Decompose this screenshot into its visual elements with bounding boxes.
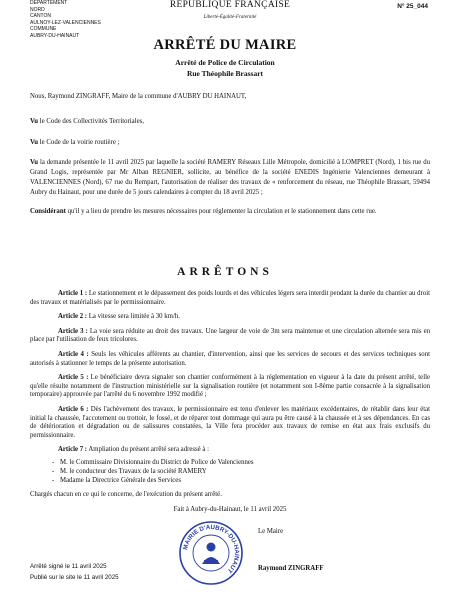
marianne-icon [202,543,220,565]
preamble [30,92,430,222]
arretons-heading: ARRÊTONS [177,266,273,278]
considerant-text: qu'il y a lieu de prendre les mesures nécessaires pour réglementer la circulation et le stationnement dans cette rue. [65,207,377,215]
vu-demande [30,158,430,197]
le-maire-label: Le Maire [258,528,284,535]
subtitle-street: Rue Théophile Brassart [186,69,264,78]
article-label: Article 7 : [58,446,88,454]
article-1 [30,290,430,307]
list-item: - M. le Commissaire Divisionnaire du District de Police de Valenciennes [30,458,430,467]
header-line: CANTON [30,13,52,20]
subtitle-police: Arrêté de Police de Circulation [175,58,275,67]
signed-date: Arrêté signé le 11 avril 2025 [30,563,107,570]
article-text: Dès l'achèvement des travaux, le permissionnaire est tenu d'enlever les matériaux excédentaires, de rétablir dans leur état initial la chaussée, l'accotement ou trottoir, le fossé, et de réparer tout dommage qui aura pu être causé à la chaussée et à ses dépendances. En cas de détérioration et dégradation ou de salissures constatées, la Ville fera procéder aux travaux de remise en état aux frais exclusifs du permissionnaire. [30,405,430,439]
page-title: ARRÊTÉ DU MAIRE [153,37,297,53]
article-5 [30,374,430,400]
article-3 [30,328,430,345]
article-label: Article 2 : [58,313,88,321]
mairie-seal [178,520,244,586]
list-item: - M. le conducteur des Travaux de la société RAMERY [30,467,430,476]
articles [30,290,430,520]
header-line: COMMUNE [30,26,57,33]
republic-block [140,0,320,20]
article-text: Ampliation du présent arrêté sera adressé à : [87,446,209,454]
considerant-label: Considérant [30,207,66,215]
vu-code-collectivites [30,117,430,127]
vu-label: Vu [30,138,39,146]
considerant [30,207,430,217]
article-label: Article 5 : [58,374,89,382]
article-text: Le stationnement et le dépassement des poids lourds et des véhicules légers sera interdit pendant la durée du chantier au droit des travaux et matérialisés par le permissionnaire. [30,290,430,306]
article-6 [30,406,430,440]
vu-text: le Code des Collectivités Territoriales, [38,117,144,125]
header-line: DÉPARTEMENT [30,0,68,6]
signer-name: Raymond ZINGRAFF [258,565,324,572]
department-block [30,0,101,40]
vu-label: Vu [30,117,39,125]
charges-text: Chargés chacun en ce qui le concerne, de l'exécution du présent arrêté. [30,490,222,498]
article-text: La vitesse sera limitée à 30 km/h. [87,313,180,321]
article-text: La voie sera réduite au droit des travaux. Une largeur de voie de 3m sera maintenue et une circulation alternée sera mis en place par l'utilisation de feux tricolores. [30,327,430,344]
article-text: Seuls les véhicules afférents au chantier, d'intervention, ainsi que les services de secours et des services techniques sont autorisés à stationner le temps de la présente autorisation. [30,350,430,367]
article-label: Article 1 : [58,290,88,297]
published-date: Publié sur le site le 11 avril 2025 [30,573,119,581]
vu-label: Vu [30,159,39,167]
article-label: Article 3 : [58,327,88,335]
seal-text: MAIRIE D'AUBRY-DU-HAINAUT [182,523,241,575]
vu-code-voirie [30,138,430,148]
document-number: N° 25_044 [397,3,428,10]
header-line: AULNOY-LEZ-VALENCIENNES [30,19,101,26]
recipient-list [30,458,430,485]
vu-text: le Code de la voirie routière ; [38,138,120,146]
intro: Nous, Raymond ZINGRAFF, Maire de la commune d'AUBRY DU HAINAUT, [30,93,247,100]
article-2 [30,313,430,322]
article-label: Article 4 : [58,350,89,358]
article-text: Le bénéficiaire devra signaler son chantier conformément à la réglementation en vigueur à la date du présent arrêté, telle qu'elle résulte notamment de l'instruction ministérielle sur la signalisation routière (et notamment son I-8ème partie consacrée à la signalisation temporaire) approuvée par l'arrêté du 6 novembre 1992 modifié ; [30,374,430,399]
footer [30,562,119,583]
article-4 [30,351,430,368]
fait-date: Fait à Aubry-du-Hainaut, le 11 avril 2025 [173,505,287,513]
header-line: AUBRY-DU-HAINAUT [30,32,80,39]
header-line: NORD [30,6,45,13]
list-item: - Madame la Directrice Générale des Services [30,476,430,485]
article-label: Article 6 : [58,405,89,413]
article-7 [30,446,430,455]
republic-title: RÉPUBLIQUE FRANÇAISE [169,0,291,10]
vu-text: la demande présentée le 11 avril 2025 par laquelle la société RAMERY Réseaux Lille Métropole, domicilié à LOMPRET (Nord), 1 bis rue du Grand Logis, représentée par Mr Alban REGNIER, sollicite, au bénéfice de la société ENEDIS Ingénierie Valenciennes demeurant à VALENCIENNES (Nord), 67 rue du Rempart, l'autorisation de réaliser des travaux de « renforcement du réseau, rue Théophile Brassart, 59494 Aubry du Hainaut, pour une durée de 5 jours calendaires à compter du 18 avril 2025 ; [30,159,430,196]
devise: Liberté-Égalité-Fraternité [203,15,257,20]
